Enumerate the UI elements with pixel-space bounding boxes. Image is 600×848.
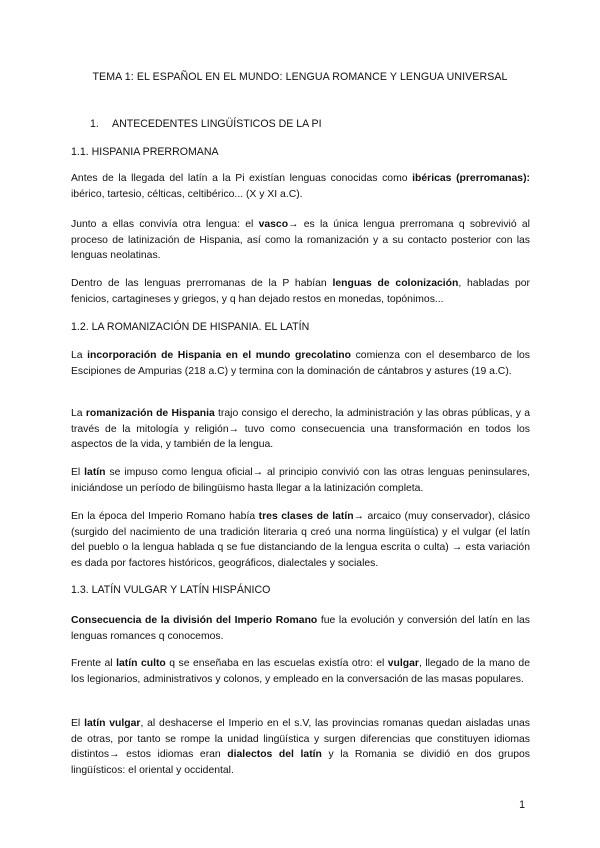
paragraph: [71, 716, 530, 778]
text-run: Junto a ellas convivía otra lengua: el: [71, 219, 259, 230]
paragraph: [71, 465, 530, 496]
text-run: comienza con el desembarco de los Escipiones de Ampurias (218 a.C) y termina con la dominación de cántabros y astures (19 a.C).: [71, 350, 530, 377]
text-run: El: [71, 718, 85, 729]
paragraph: [71, 656, 530, 687]
page-number: 1: [519, 799, 525, 811]
bold-term: dialectos del latín: [227, 749, 322, 761]
text-run: y la Romania se dividió en dos grupos lingüísticos: el oriental y occidental.: [71, 749, 530, 776]
paragraph: [71, 171, 530, 202]
text-run: , al deshacerse el Imperio en el s.V, las provincias romanas quedan aisladas unas de otras, por tanto se rompe la unidad lingüística y surgen diferencias que constituyen idiomas distintos→ estos idiomas eran: [71, 718, 530, 761]
text-run: q se enseñaba en las escuelas existía otro: el: [165, 658, 388, 669]
subsection-heading-1-1: 1.1. HISPANIA PRERROMANA: [71, 146, 219, 158]
text-run: En la época del Imperio Romano había: [71, 511, 259, 522]
paragraph: [71, 509, 530, 571]
paragraph: [71, 348, 530, 379]
text-run: Frente al: [71, 658, 117, 669]
text-run: La: [71, 408, 86, 419]
text-run: fue la evolución y conversión del latín en las lenguas romances q conocemos.: [71, 615, 530, 642]
bold-term: incorporación de Hispania en el mundo grecolatino: [87, 350, 351, 361]
document-title: TEMA 1: EL ESPAÑOL EN EL MUNDO: LENGUA ROMANCE Y LENGUA UNIVERSAL: [92, 71, 508, 83]
bold-term: ibéricas (prerromanas):: [412, 173, 530, 184]
bold-term: romanización de Hispania: [85, 408, 215, 419]
text-run: La: [71, 350, 88, 361]
section-heading-text: ANTECEDENTES LINGÜÍSTICOS DE LA PI: [112, 118, 322, 130]
text-run: ibérico, tartesio, célticas, celtibérico... (X y XI a.C).: [71, 188, 303, 200]
text-run: , llegado de la mano de los legionarios, administrativos y colonos, y empleado en la conversación de las masas populares.: [71, 658, 530, 685]
bold-term: latín: [84, 467, 106, 478]
text-run: , habladas por fenicios, cartagineses y griegos, y q han dejado restos en monedas, topónimos...: [71, 278, 530, 305]
text-run: Dentro de las lenguas prerromanas de la P habían: [71, 278, 333, 289]
subsection-heading-1-3: 1.3. LATÍN VULGAR Y LATÍN HISPÁNICO: [71, 584, 271, 596]
paragraph: [71, 217, 530, 264]
bold-term: latín culto: [116, 658, 166, 669]
bold-term: vasco: [258, 219, 289, 230]
text-run: se impuso como lengua oficial→ al principio convivió con las otras lenguas peninsulares, iniciándose un período de bilingüismo hasta llegar a la latinización completa.: [71, 467, 530, 494]
section-number: 1.: [90, 118, 99, 130]
text-run: → es la única lengua prerromana q sobrevivió al proceso de latinización de Hispania, así como la romanización y a su contacto posterior con las lenguas neolatinas.: [71, 219, 530, 262]
bold-term: tres clases de latín: [258, 511, 354, 522]
paragraph: [71, 276, 530, 307]
text-run: Antes de la llegada del latín a la Pi existían lenguas conocidas como: [71, 173, 413, 184]
bold-term: latín vulgar: [84, 718, 141, 729]
bold-term: Consecuencia de la división del Imperio Romano: [71, 615, 318, 626]
section-heading-1: [90, 117, 322, 133]
subsection-heading-1-2: 1.2. LA ROMANIZACIÓN DE HISPANIA. EL LATÍN: [71, 321, 310, 333]
bold-term: lenguas de colonización: [332, 278, 459, 289]
text-run: El: [71, 467, 85, 478]
paragraph: [71, 406, 530, 453]
paragraph: [71, 613, 530, 644]
text-run: trajo consigo el derecho, la administración y las obras públicas, y a través de la mitología y religión→ tuvo como consecuencia una transformación en todos los aspectos de la vida, y también de la lengua.: [71, 408, 530, 451]
bold-term: vulgar: [387, 658, 419, 669]
text-run: → arcaico (muy conservador), clásico (surgido del nacimiento de una tradición literaria q creó una norma lingüística) y el vulgar (el latín del pueblo o la lengua hablada q se fue distanciando de la lengua escrita o culta) → esta variación es dada por factores históricos, geográficos, dialectales y sociales.: [71, 511, 530, 569]
